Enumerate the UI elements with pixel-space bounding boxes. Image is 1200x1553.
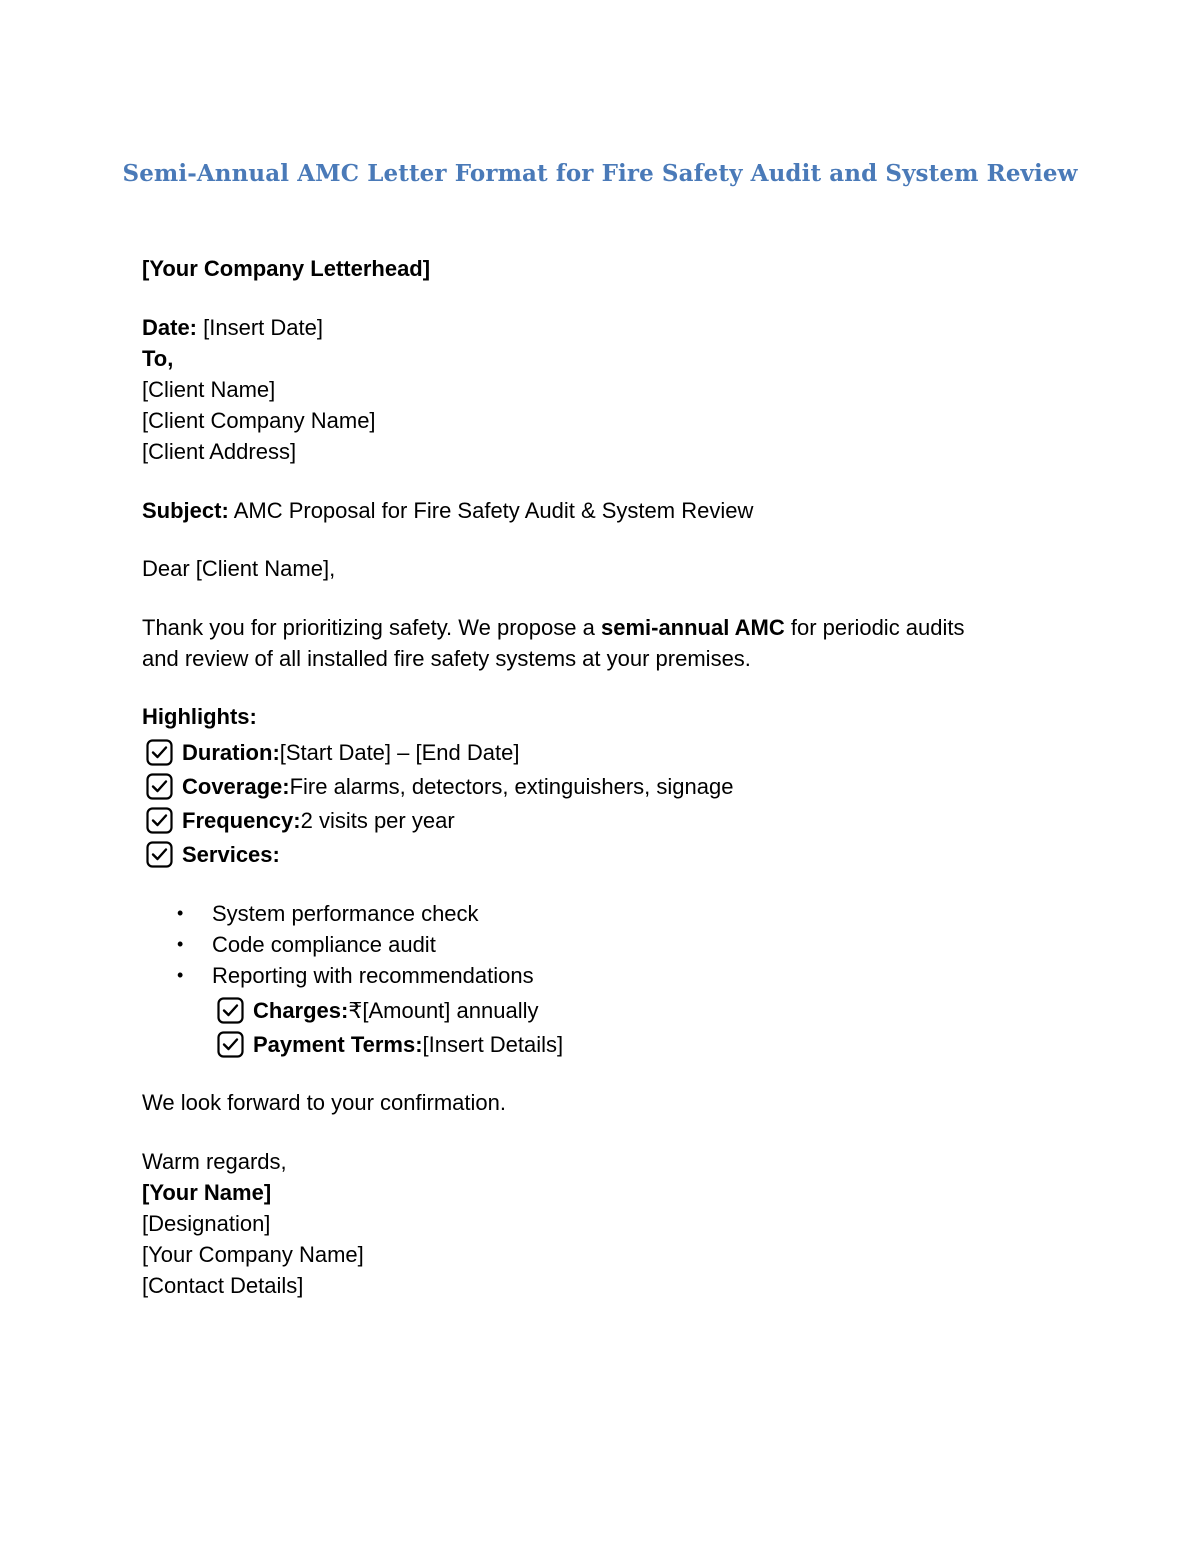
date-label: Date: <box>142 315 198 340</box>
highlight-charges <box>217 995 538 1025</box>
recipient-name: [Client Name] <box>142 377 276 402</box>
letterhead-placeholder: [Your Company Letterhead] <box>142 256 431 281</box>
document-title: Semi-Annual AMC Letter Format for Fire Safety Audit and System Review <box>122 160 1078 187</box>
highlight-label: Coverage: <box>182 773 290 799</box>
highlight-value: [Insert Details] <box>422 1031 564 1057</box>
recipient-company: [Client Company Name] <box>142 408 376 433</box>
signer-name: [Your Name] <box>142 1180 272 1205</box>
checkbox-checked-icon <box>146 739 173 766</box>
highlights-heading: Highlights: <box>142 704 257 729</box>
date-value: [Insert Date] <box>197 315 323 340</box>
closing-line: We look forward to your confirmation. <box>142 1090 506 1115</box>
bullet-icon: • <box>177 965 184 985</box>
checkbox-checked-icon <box>146 841 173 868</box>
highlight-services <box>146 839 280 869</box>
highlight-coverage <box>146 771 733 801</box>
highlight-payment-terms <box>217 1029 563 1059</box>
signer-company: [Your Company Name] <box>142 1242 364 1267</box>
recipient-address: [Client Address] <box>142 439 297 464</box>
intro-text: Thank you for prioritizing safety. We propose a <box>142 615 601 640</box>
list-item: System performance check <box>212 901 479 926</box>
bullet-icon: • <box>177 934 184 954</box>
checkbox-checked-icon <box>217 1031 244 1058</box>
highlight-value: ₹[Amount] annually <box>348 997 539 1023</box>
intro-bold: semi-annual AMC <box>600 615 785 640</box>
to-label: To, <box>142 346 174 371</box>
date-line <box>142 312 323 343</box>
list-item: Reporting with recommendations <box>212 963 534 988</box>
subject-label: Subject: <box>142 498 229 523</box>
highlight-label: Payment Terms: <box>253 1031 423 1057</box>
checkbox-checked-icon <box>146 773 173 800</box>
highlight-frequency <box>146 805 455 835</box>
highlight-duration <box>146 737 519 767</box>
bullet-icon: • <box>177 903 184 923</box>
highlight-label: Frequency: <box>182 807 301 833</box>
subject-value: AMC Proposal for Fire Safety Audit & System Review <box>228 498 754 523</box>
highlight-value: Fire alarms, detectors, extinguishers, signage <box>289 773 734 799</box>
intro-line-1 <box>142 612 965 643</box>
checkbox-checked-icon <box>146 807 173 834</box>
checkbox-checked-icon <box>217 997 244 1024</box>
highlight-value: 2 visits per year <box>300 807 455 833</box>
salutation: Dear [Client Name], <box>142 556 336 581</box>
list-item: Code compliance audit <box>212 932 436 957</box>
highlight-label: Services: <box>182 841 280 867</box>
highlight-label: Charges: <box>253 997 349 1023</box>
signer-designation: [Designation] <box>142 1211 271 1236</box>
intro-line-2: and review of all installed fire safety systems at your premises. <box>142 646 751 671</box>
signer-contact: [Contact Details] <box>142 1273 304 1298</box>
subject-line <box>142 495 753 526</box>
regards: Warm regards, <box>142 1149 287 1174</box>
highlight-value: [Start Date] – [End Date] <box>279 739 520 765</box>
highlight-label: Duration: <box>182 739 280 765</box>
intro-text-end: for periodic audits <box>784 615 965 640</box>
